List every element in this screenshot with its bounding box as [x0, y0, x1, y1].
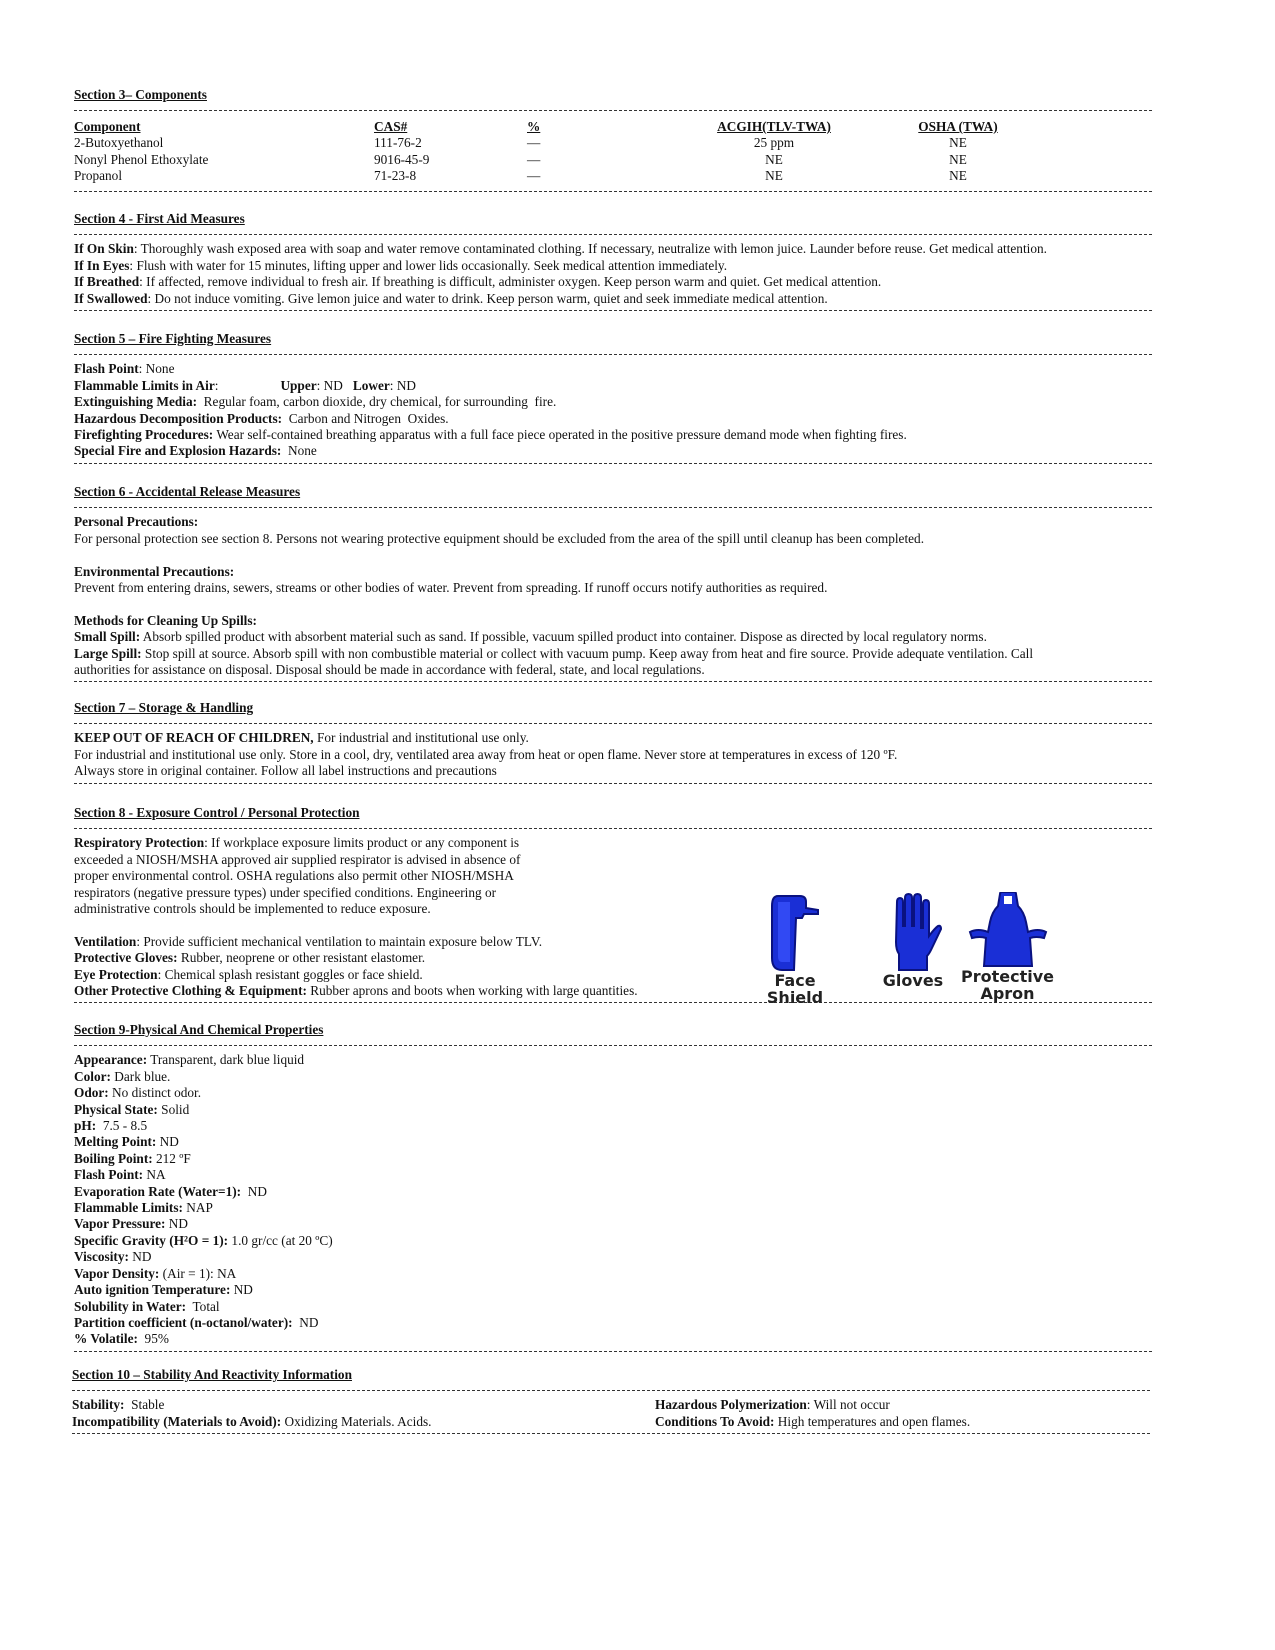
- value: Transparent, dark blue liquid: [147, 1052, 305, 1068]
- section-7-title: Section 7 – Storage & Handling: [74, 700, 254, 715]
- cleanup-methods-label: [74, 613, 1154, 629]
- value: ND: [241, 1183, 267, 1199]
- divider: [72, 1390, 1150, 1391]
- label: If Swallowed: [74, 290, 148, 306]
- cell: NE: [765, 151, 783, 167]
- section-6-title: Section 6 - Accidental Release Measures: [74, 484, 301, 499]
- section-5-title: Section 5 – Fire Fighting Measures: [74, 331, 272, 346]
- table-header: [74, 119, 1154, 135]
- label: Eye Protection: [74, 966, 158, 982]
- divider: [74, 1045, 1152, 1046]
- ppe-label: Face: [774, 971, 816, 990]
- environmental-precautions-label: [74, 564, 1154, 580]
- label: Partition coefficient (n-octanol/water):: [74, 1314, 293, 1330]
- text: : Chemical splash resistant goggles or face shield.: [157, 966, 423, 982]
- text: : Thoroughly wash exposed area with soap and water remove contaminated clothing. If necessary, neutralize with lemon juice. Launder before reuse. Get medical attention.: [133, 241, 1047, 257]
- ppe-label: Shield: [766, 988, 824, 1007]
- section-3: [74, 87, 1154, 117]
- label: Personal Precautions:: [74, 514, 199, 530]
- label: Solubility in Water:: [74, 1298, 187, 1314]
- section-9-title: Section 9-Physical And Chemical Properties: [74, 1022, 324, 1037]
- ppe-label: Apron: [980, 984, 1035, 1003]
- list-item: [74, 1216, 1154, 1232]
- text: : Will not occur: [806, 1397, 890, 1413]
- value: ND: [292, 1314, 319, 1330]
- col-component: Component: [74, 119, 141, 134]
- incompatibility: [72, 1414, 431, 1430]
- text: : Do not induce vomiting. Give lemon juice and water to drink. Keep person warm, quiet and seek immediate medical attention.: [147, 290, 828, 306]
- text: : If workplace exposure limits product or any component is: [204, 835, 520, 851]
- list-item: [74, 1266, 1154, 1282]
- personal-precautions-label: [74, 514, 1154, 530]
- components-table: [74, 119, 1154, 198]
- first-aid-breathed: [74, 274, 1154, 290]
- label: Color:: [74, 1068, 111, 1084]
- value: NAP: [182, 1200, 213, 1216]
- section-8-title: Section 8 - Exposure Control / Personal Protection: [74, 805, 360, 820]
- label: Incompatibility (Materials to Avoid):: [72, 1413, 282, 1429]
- first-aid-swallowed: [74, 291, 1154, 307]
- gloves-icon: [883, 892, 943, 972]
- list-item: [74, 1282, 1154, 1298]
- apron-pictogram: [945, 892, 1070, 1002]
- respiratory-line: proper environmental control. OSHA regulations also permit other NIOSH/MSHA: [74, 868, 514, 884]
- list-item: [74, 1315, 1154, 1331]
- flash-point: [74, 361, 1154, 377]
- text: Carbon and Nitrogen Oxides.: [282, 410, 449, 426]
- label: Physical State:: [74, 1101, 158, 1117]
- cell: —: [527, 151, 541, 167]
- label: Firefighting Procedures:: [74, 427, 214, 443]
- cell: 2-Butoxyethanol: [74, 135, 164, 151]
- divider: [74, 723, 1152, 724]
- divider: [74, 354, 1152, 355]
- label: Stability:: [72, 1397, 125, 1413]
- col-percent: %: [527, 119, 541, 134]
- cell: 9016-45-9: [374, 151, 430, 167]
- text: Rubber, neoprene or other resistant elastomer.: [177, 950, 426, 966]
- section-9: [74, 1022, 1154, 1358]
- face-shield-pictogram: [735, 892, 855, 1006]
- section-4: [74, 211, 1154, 317]
- hazardous-polymerization: [655, 1397, 890, 1413]
- text: : None: [138, 361, 175, 377]
- label: Odor:: [74, 1085, 109, 1101]
- list-item: [74, 1167, 1154, 1183]
- text: Stable: [124, 1397, 165, 1413]
- value: 95%: [137, 1331, 169, 1347]
- value: 212 ºF: [152, 1150, 191, 1166]
- label: Vapor Pressure:: [74, 1216, 166, 1232]
- value: Solid: [157, 1101, 190, 1117]
- table-row: [74, 168, 1154, 184]
- label: Auto ignition Temperature:: [74, 1282, 231, 1298]
- section-10: [72, 1367, 1152, 1440]
- section-10-title: Section 10 – Stability And Reactivity Information: [72, 1367, 352, 1382]
- value: (Air = 1): NA: [159, 1265, 237, 1281]
- cell: 25 ppm: [753, 135, 795, 151]
- text: None: [281, 443, 317, 459]
- label: Upper: [280, 377, 317, 393]
- section-5: [74, 331, 1154, 470]
- cell: 111-76-2: [374, 135, 422, 151]
- text: : ND: [389, 377, 417, 393]
- apron-icon: [966, 892, 1050, 968]
- text: : Flush with water for 15 minutes, lifting upper and lower lids occasionally. Seek medical attention immediately.: [129, 257, 728, 273]
- list-item: [74, 1200, 1154, 1216]
- text: : ND: [316, 377, 343, 393]
- value: Dark blue.: [110, 1068, 171, 1084]
- large-spill-cont: authorities for assistance on disposal. Disposal should be made in accordance with federal, state, and local regulations.: [74, 662, 705, 678]
- label: Ventilation: [74, 933, 137, 949]
- label: Hazardous Decomposition Products:: [74, 410, 283, 426]
- label: Conditions To Avoid:: [655, 1413, 775, 1429]
- table-row: [74, 152, 1154, 168]
- section-3-title: Section 3– Components: [74, 87, 207, 102]
- storage-line: For industrial and institutional use only. Store in a cool, dry, ventilated area away from heat or open flame. Never store at temperatures in excess of 120 ºF.: [74, 746, 898, 762]
- extinguishing-media: [74, 394, 1154, 410]
- divider: [74, 507, 1152, 508]
- text: :: [214, 377, 219, 393]
- list-item: [74, 1233, 1154, 1249]
- text: Rubber aprons and boots when working with large quantities.: [306, 983, 638, 999]
- value: 7.5 - 8.5: [96, 1118, 148, 1134]
- ppe-label: Gloves: [882, 971, 944, 990]
- divider: [74, 234, 1152, 235]
- label: If Breathed: [74, 274, 140, 290]
- cell: 71-23-8: [374, 168, 417, 184]
- value: No distinct odor.: [108, 1085, 202, 1101]
- section-6: [74, 484, 1154, 688]
- label: Vapor Density:: [74, 1265, 160, 1281]
- label: Flammable Limits:: [74, 1200, 183, 1216]
- table-row: [74, 135, 1154, 151]
- label: Protective Gloves:: [74, 950, 178, 966]
- large-spill: [74, 646, 1154, 662]
- section-4-title: Section 4 - First Aid Measures: [74, 211, 245, 226]
- label: Specific Gravity (H²O = 1):: [74, 1232, 229, 1248]
- special-hazards: [74, 443, 1154, 459]
- value: ND: [230, 1282, 253, 1298]
- label: If On Skin: [74, 241, 134, 257]
- list-item: [74, 1151, 1154, 1167]
- value: ND: [165, 1216, 189, 1232]
- label: KEEP OUT OF REACH OF CHILDREN,: [74, 730, 314, 746]
- label: Small Spill:: [74, 629, 141, 645]
- divider: [74, 310, 1152, 311]
- label: Special Fire and Explosion Hazards:: [74, 443, 282, 459]
- list-item: [74, 1249, 1154, 1265]
- divider: [74, 110, 1152, 111]
- label: Melting Point:: [74, 1134, 157, 1150]
- text: : If affected, remove individual to fresh air. If breathing is difficult, administer oxygen. Keep person warm and quiet. Get medical attention.: [139, 274, 882, 290]
- text: Oxidizing Materials. Acids.: [281, 1413, 432, 1429]
- decomposition-products: [74, 411, 1154, 427]
- divider: [74, 828, 1152, 829]
- list-item: [74, 1085, 1154, 1101]
- col-osha: OSHA (TWA): [918, 119, 998, 134]
- stability: [72, 1397, 164, 1413]
- respiratory-line: administrative controls should be implemented to reduce exposure.: [74, 901, 431, 917]
- cell: NE: [765, 168, 783, 184]
- label: pH:: [74, 1118, 97, 1134]
- col-cas: CAS#: [374, 119, 408, 134]
- text: For industrial and institutional use only.: [313, 730, 529, 746]
- first-aid-eyes: [74, 258, 1154, 274]
- respiratory-line: exceeded a NIOSH/MSHA approved air supplied respirator is advised in absence of: [74, 851, 521, 867]
- label: Environmental Precautions:: [74, 563, 235, 579]
- face-shield-icon: [760, 892, 830, 972]
- first-aid-skin: [74, 241, 1154, 257]
- value: Total: [186, 1298, 220, 1314]
- value: NA: [143, 1167, 166, 1183]
- label: Hazardous Polymerization: [655, 1397, 807, 1413]
- list-item: [74, 1184, 1154, 1200]
- label: If In Eyes: [74, 257, 130, 273]
- text: Regular foam, carbon dioxide, dry chemical, for surrounding fire.: [197, 394, 557, 410]
- label: Appearance:: [74, 1052, 148, 1068]
- section-7: [74, 700, 1154, 790]
- label: Extinguishing Media:: [74, 394, 198, 410]
- list-item: [74, 1299, 1154, 1315]
- label: Flammable Limits in Air: [74, 377, 215, 393]
- cell: —: [527, 168, 541, 184]
- value: 1.0 gr/cc (at 20 ºC): [228, 1232, 333, 1248]
- label: % Volatile:: [74, 1331, 138, 1347]
- cell: NE: [949, 135, 967, 151]
- value: ND: [156, 1134, 179, 1150]
- cell: —: [527, 135, 541, 151]
- text: : Provide sufficient mechanical ventilation to maintain exposure below TLV.: [136, 933, 543, 949]
- label: Flash Point:: [74, 1167, 144, 1183]
- firefighting-procedures: [74, 427, 1154, 443]
- environmental-precautions-text: Prevent from entering drains, sewers, streams or other bodies of water. Prevent from spreading. If runoff occurs notify authorities as required.: [74, 580, 828, 596]
- label: Lower: [352, 377, 390, 393]
- label: Viscosity:: [74, 1249, 129, 1265]
- list-item: [74, 1118, 1154, 1134]
- personal-precautions-text: For personal protection see section 8. Persons not wearing protective equipment should be excluded from the area of the spill until cleanup has been completed.: [74, 530, 925, 546]
- divider: [72, 1433, 1150, 1434]
- label: Boiling Point:: [74, 1150, 153, 1166]
- list-item: [74, 1331, 1154, 1347]
- ppe-label: Protective: [960, 967, 1054, 986]
- text: High temperatures and open flames.: [774, 1413, 971, 1429]
- text: Absorb spilled product with absorbent material such as sand. If possible, vacuum spilled product into container. Dispose as directed by local regulatory norms.: [140, 629, 987, 645]
- label: Flash Point: [74, 361, 139, 377]
- cell: Nonyl Phenol Ethoxylate: [74, 151, 209, 167]
- cell: NE: [949, 151, 967, 167]
- divider: [74, 463, 1152, 464]
- label: Evaporation Rate (Water=1):: [74, 1183, 242, 1199]
- divider: [74, 1351, 1152, 1352]
- label: Other Protective Clothing & Equipment:: [74, 983, 307, 999]
- list-item: [74, 1102, 1154, 1118]
- col-acgih: ACGIH(TLV-TWA): [717, 119, 831, 134]
- divider: [74, 783, 1152, 784]
- divider: [74, 191, 1152, 192]
- cell: NE: [949, 168, 967, 184]
- list-item: [74, 1069, 1154, 1085]
- text: Stop spill at source. Absorb spill with non combustible material or collect with vacuum pump. Keep away from heat and fire source. Provide adequate ventilation. Call: [141, 645, 1034, 661]
- keep-out-of-reach: [74, 730, 1154, 746]
- label: Large Spill:: [74, 645, 142, 661]
- storage-line: Always store in original container. Follow all label instructions and precautions: [74, 763, 497, 779]
- text: Wear self-contained breathing apparatus with a full face piece operated in the positive pressure demand mode when fighting fires.: [213, 427, 907, 443]
- conditions-to-avoid: [655, 1414, 970, 1430]
- label: Respiratory Protection: [74, 835, 205, 851]
- small-spill: [74, 629, 1154, 645]
- divider: [74, 681, 1152, 682]
- cell: Propanol: [74, 168, 123, 184]
- value: ND: [128, 1249, 152, 1265]
- list-item: [74, 1052, 1154, 1068]
- respiratory-protection: [74, 835, 1154, 851]
- properties-list: [74, 1052, 1154, 1347]
- respiratory-line: respirators (negative pressure types) under specified conditions. Engineering or: [74, 884, 497, 900]
- flammable-limits: [74, 378, 1154, 394]
- label: Methods for Cleaning Up Spills:: [74, 612, 257, 628]
- list-item: [74, 1134, 1154, 1150]
